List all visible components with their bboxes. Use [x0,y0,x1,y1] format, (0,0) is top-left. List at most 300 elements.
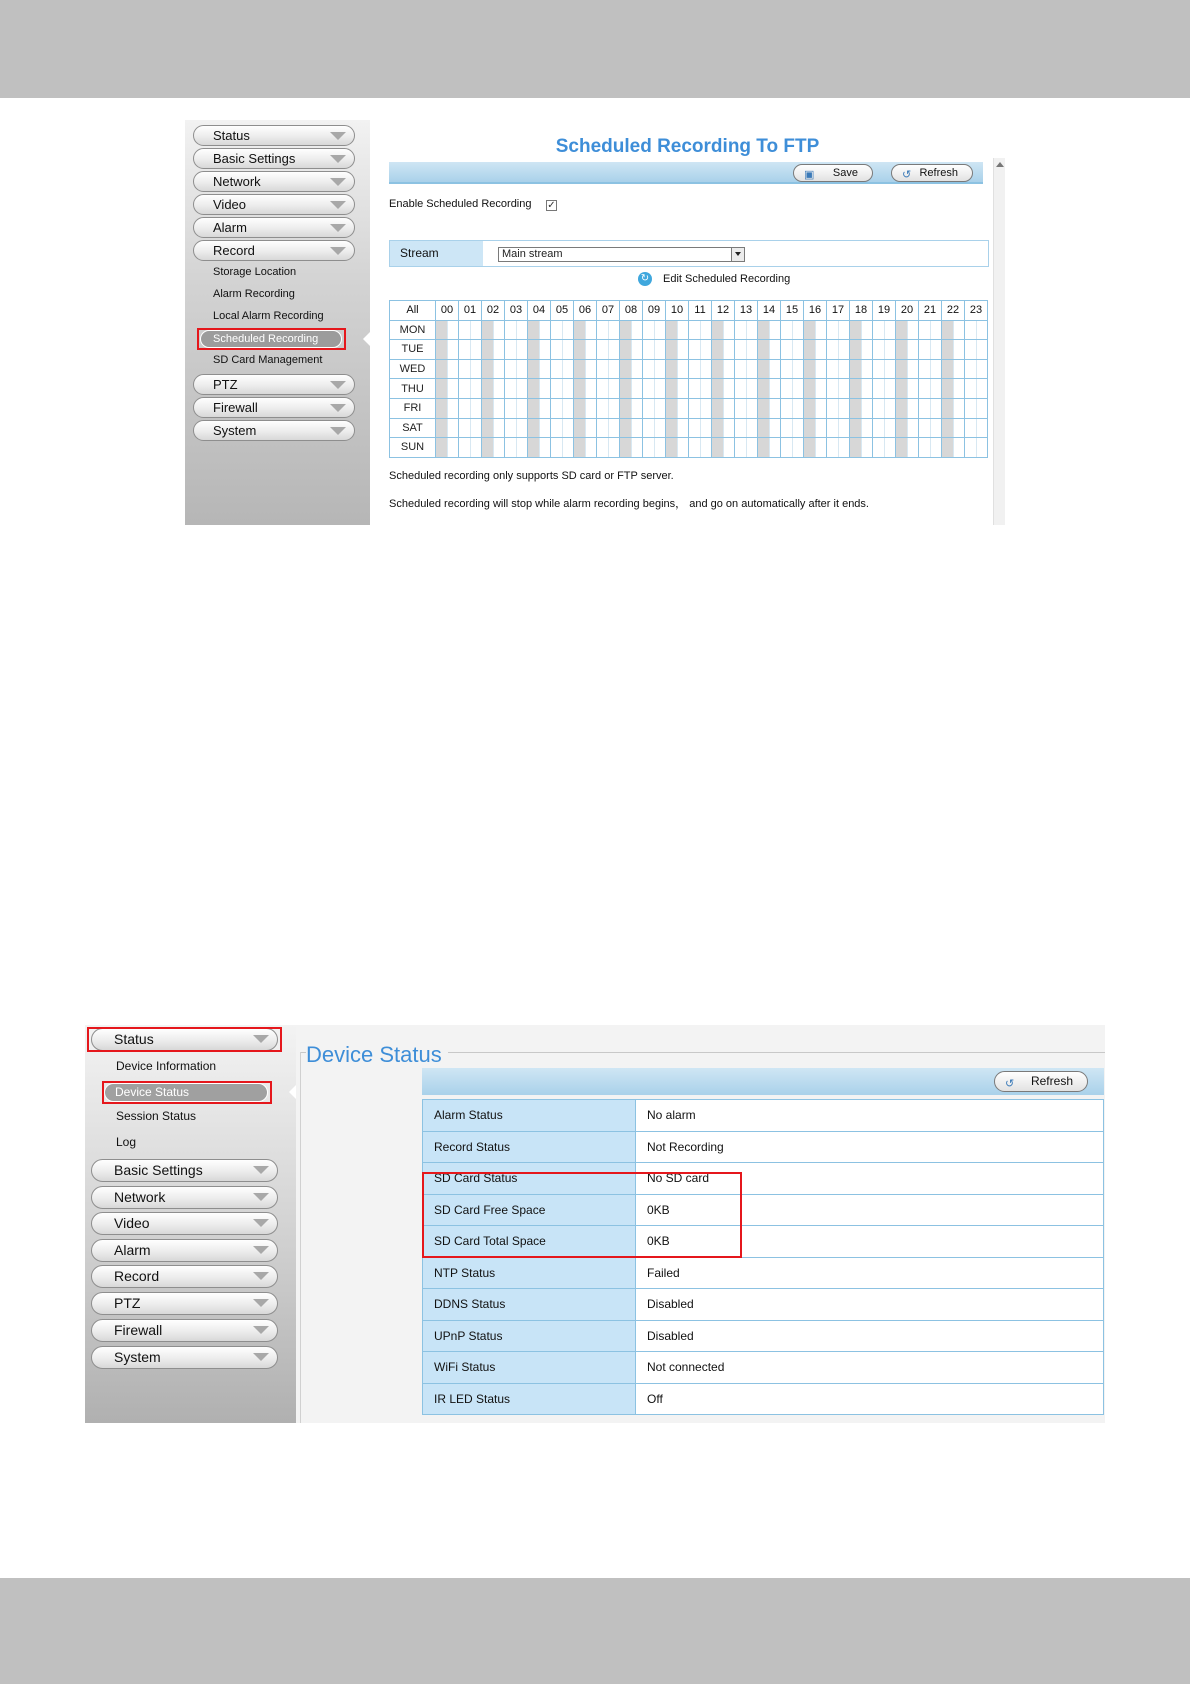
schedule-cell[interactable] [528,438,540,458]
schedule-cell[interactable] [827,418,839,438]
schedule-cell[interactable] [597,379,609,399]
schedule-cell[interactable] [861,320,873,340]
schedule-cell[interactable] [919,418,931,438]
menu-system[interactable] [193,420,355,441]
schedule-cell[interactable] [804,340,816,360]
schedule-cell[interactable] [436,359,448,379]
schedule-cell[interactable] [861,340,873,360]
schedule-cell[interactable] [942,418,954,438]
schedule-cell[interactable] [804,320,816,340]
menu-video[interactable] [193,194,355,215]
schedule-cell[interactable] [459,320,471,340]
schedule-cell[interactable] [884,438,896,458]
hour-header[interactable]: 20 [896,301,919,321]
schedule-cell[interactable] [539,379,551,399]
refresh-button[interactable] [891,164,973,182]
schedule-cell[interactable] [953,359,965,379]
schedule-cell[interactable] [758,320,770,340]
schedule-cell[interactable] [677,398,689,418]
schedule-cell[interactable] [873,418,885,438]
schedule-cell[interactable] [539,418,551,438]
hour-header[interactable]: 00 [436,301,459,321]
schedule-cell[interactable] [528,398,540,418]
schedule-cell[interactable] [436,438,448,458]
schedule-cell[interactable] [953,379,965,399]
schedule-cell[interactable] [539,359,551,379]
schedule-cell[interactable] [631,398,643,418]
schedule-cell[interactable] [781,438,793,458]
schedule-cell[interactable] [666,398,678,418]
schedule-cell[interactable] [769,340,781,360]
schedule-cell[interactable] [608,379,620,399]
schedule-cell[interactable] [896,438,908,458]
schedule-cell[interactable] [907,320,919,340]
schedule-cell[interactable] [930,359,942,379]
schedule-cell[interactable] [896,320,908,340]
schedule-cell[interactable] [482,418,494,438]
schedule-cell[interactable] [562,398,574,418]
schedule-cell[interactable] [643,438,655,458]
schedule-cell[interactable] [459,438,471,458]
schedule-cell[interactable] [884,340,896,360]
hour-header[interactable]: 16 [804,301,827,321]
schedule-cell[interactable] [712,418,724,438]
schedule-cell[interactable] [666,379,678,399]
schedule-cell[interactable] [838,438,850,458]
day-label[interactable]: FRI [390,398,436,418]
schedule-cell[interactable] [712,379,724,399]
day-label[interactable]: SAT [390,418,436,438]
schedule-cell[interactable] [838,418,850,438]
schedule-cell[interactable] [551,398,563,418]
schedule-cell[interactable] [838,359,850,379]
schedule-cell[interactable] [873,340,885,360]
schedule-cell[interactable] [447,320,459,340]
schedule-cell[interactable] [643,379,655,399]
hour-header[interactable]: 10 [666,301,689,321]
schedule-cell[interactable] [746,438,758,458]
schedule-cell[interactable] [608,398,620,418]
schedule-cell[interactable] [781,398,793,418]
schedule-cell[interactable] [516,340,528,360]
schedule-cell[interactable] [861,438,873,458]
schedule-cell[interactable] [976,340,988,360]
schedule-cell[interactable] [723,438,735,458]
hour-header[interactable]: 17 [827,301,850,321]
menu-firewall[interactable] [193,397,355,418]
submenu-sd-card-management[interactable]: SD Card Management [213,354,323,366]
schedule-cell[interactable] [758,359,770,379]
schedule-cell[interactable] [746,398,758,418]
schedule-cell[interactable] [942,320,954,340]
hour-header[interactable]: 07 [597,301,620,321]
schedule-cell[interactable] [482,438,494,458]
schedule-cell[interactable] [631,379,643,399]
schedule-cell[interactable] [574,418,586,438]
hour-header[interactable]: 18 [850,301,873,321]
select-all-button[interactable]: All [390,301,436,321]
schedule-cell[interactable] [976,379,988,399]
schedule-cell[interactable] [700,320,712,340]
schedule-cell[interactable] [470,398,482,418]
schedule-cell[interactable] [758,379,770,399]
hour-header[interactable]: 01 [459,301,482,321]
schedule-cell[interactable] [447,418,459,438]
submenu-device-status[interactable]: Device Status [104,1083,268,1102]
schedule-cell[interactable] [654,340,666,360]
schedule-cell[interactable] [597,320,609,340]
menu-basic-settings[interactable] [193,148,355,169]
schedule-cell[interactable] [884,418,896,438]
menu-status[interactable] [193,125,355,146]
schedule-cell[interactable] [574,340,586,360]
schedule-cell[interactable] [562,340,574,360]
schedule-cell[interactable] [574,359,586,379]
schedule-cell[interactable] [919,398,931,418]
schedule-cell[interactable] [447,340,459,360]
schedule-cell[interactable] [792,379,804,399]
schedule-cell[interactable] [574,398,586,418]
schedule-cell[interactable] [631,359,643,379]
schedule-cell[interactable] [516,359,528,379]
submenu-local-alarm-recording[interactable]: Local Alarm Recording [213,310,324,322]
schedule-cell[interactable] [608,340,620,360]
schedule-cell[interactable] [907,340,919,360]
menu-basic-settings[interactable] [91,1159,278,1182]
schedule-cell[interactable] [930,340,942,360]
day-label[interactable]: MON [390,320,436,340]
submenu-device-information[interactable]: Device Information [116,1059,217,1073]
schedule-cell[interactable] [631,320,643,340]
schedule-cell[interactable] [493,379,505,399]
schedule-cell[interactable] [620,418,632,438]
schedule-cell[interactable] [873,438,885,458]
schedule-cell[interactable] [907,418,919,438]
schedule-cell[interactable] [597,438,609,458]
schedule-cell[interactable] [620,320,632,340]
menu-record[interactable] [193,240,355,261]
schedule-cell[interactable] [827,379,839,399]
schedule-cell[interactable] [919,340,931,360]
schedule-cell[interactable] [620,359,632,379]
schedule-cell[interactable] [792,359,804,379]
schedule-cell[interactable] [827,340,839,360]
schedule-cell[interactable] [735,379,747,399]
schedule-cell[interactable] [516,320,528,340]
hour-header[interactable]: 08 [620,301,643,321]
schedule-cell[interactable] [976,320,988,340]
schedule-cell[interactable] [792,398,804,418]
schedule-cell[interactable] [850,359,862,379]
schedule-cell[interactable] [781,359,793,379]
schedule-cell[interactable] [493,438,505,458]
schedule-cell[interactable] [608,418,620,438]
schedule-cell[interactable] [585,438,597,458]
schedule-cell[interactable] [562,418,574,438]
schedule-cell[interactable] [689,418,701,438]
schedule-cell[interactable] [677,359,689,379]
hour-header[interactable]: 02 [482,301,505,321]
enable-scheduled-checkbox[interactable]: ✓ [547,200,556,211]
schedule-cell[interactable] [528,359,540,379]
schedule-cell[interactable] [861,418,873,438]
schedule-cell[interactable] [758,340,770,360]
schedule-cell[interactable] [654,438,666,458]
schedule-cell[interactable] [551,379,563,399]
schedule-cell[interactable] [654,418,666,438]
hour-header[interactable]: 13 [735,301,758,321]
schedule-cell[interactable] [758,398,770,418]
schedule-cell[interactable] [528,418,540,438]
schedule-cell[interactable] [666,359,678,379]
schedule-cell[interactable] [930,379,942,399]
schedule-cell[interactable] [838,340,850,360]
schedule-cell[interactable] [470,320,482,340]
schedule-cell[interactable] [700,340,712,360]
schedule-cell[interactable] [459,398,471,418]
schedule-cell[interactable] [700,379,712,399]
schedule-cell[interactable] [528,379,540,399]
schedule-cell[interactable] [712,359,724,379]
menu-ptz[interactable] [91,1292,278,1315]
schedule-cell[interactable] [953,340,965,360]
hour-header[interactable]: 03 [505,301,528,321]
schedule-cell[interactable] [505,379,517,399]
schedule-cell[interactable] [447,359,459,379]
schedule-cell[interactable] [861,359,873,379]
schedule-cell[interactable] [539,340,551,360]
schedule-cell[interactable] [677,320,689,340]
hour-header[interactable]: 22 [942,301,965,321]
schedule-cell[interactable] [666,418,678,438]
schedule-cell[interactable] [700,398,712,418]
schedule-cell[interactable] [965,379,977,399]
menu-alarm[interactable] [91,1239,278,1262]
schedule-cell[interactable] [539,320,551,340]
edit-schedule-icon[interactable]: ↻ [638,272,652,286]
schedule-cell[interactable] [884,359,896,379]
schedule-cell[interactable] [735,418,747,438]
schedule-cell[interactable] [493,340,505,360]
schedule-cell[interactable] [850,340,862,360]
schedule-cell[interactable] [850,379,862,399]
schedule-cell[interactable] [896,340,908,360]
schedule-cell[interactable] [654,379,666,399]
schedule-cell[interactable] [436,379,448,399]
schedule-cell[interactable] [436,340,448,360]
schedule-cell[interactable] [677,340,689,360]
hour-header[interactable]: 23 [965,301,988,321]
schedule-cell[interactable] [689,320,701,340]
menu-system[interactable] [91,1346,278,1369]
schedule-cell[interactable] [873,379,885,399]
schedule-cell[interactable] [735,438,747,458]
schedule-cell[interactable] [942,438,954,458]
hour-header[interactable]: 19 [873,301,896,321]
edit-scheduled-recording-link[interactable]: Edit Scheduled Recording [663,273,791,285]
schedule-cell[interactable] [700,418,712,438]
schedule-cell[interactable] [700,359,712,379]
schedule-cell[interactable] [597,418,609,438]
schedule-cell[interactable] [597,359,609,379]
schedule-cell[interactable] [482,340,494,360]
schedule-cell[interactable] [436,418,448,438]
schedule-cell[interactable] [746,418,758,438]
schedule-cell[interactable] [482,379,494,399]
schedule-cell[interactable] [505,359,517,379]
schedule-cell[interactable] [585,418,597,438]
schedule-cell[interactable] [792,418,804,438]
schedule-cell[interactable] [551,340,563,360]
schedule-cell[interactable] [896,418,908,438]
schedule-cell[interactable] [723,379,735,399]
menu-network[interactable] [91,1186,278,1209]
schedule-cell[interactable] [873,398,885,418]
schedule-cell[interactable] [861,379,873,399]
hour-header[interactable]: 05 [551,301,574,321]
schedule-cell[interactable] [746,379,758,399]
schedule-cell[interactable] [712,398,724,418]
schedule-cell[interactable] [930,320,942,340]
dropdown-arrow-icon[interactable] [731,248,744,261]
submenu-alarm-recording[interactable]: Alarm Recording [213,288,295,300]
schedule-cell[interactable] [976,418,988,438]
schedule-cell[interactable] [585,340,597,360]
schedule-cell[interactable] [643,359,655,379]
schedule-cell[interactable] [677,418,689,438]
schedule-cell[interactable] [654,320,666,340]
schedule-cell[interactable] [838,320,850,340]
schedule-cell[interactable] [815,418,827,438]
schedule-cell[interactable] [551,438,563,458]
schedule-cell[interactable] [436,398,448,418]
schedule-cell[interactable] [689,398,701,418]
schedule-cell[interactable] [850,418,862,438]
schedule-cell[interactable] [562,320,574,340]
schedule-cell[interactable] [735,320,747,340]
schedule-cell[interactable] [723,320,735,340]
schedule-cell[interactable] [953,438,965,458]
schedule-cell[interactable] [953,320,965,340]
day-label[interactable]: SUN [390,438,436,458]
hour-header[interactable]: 06 [574,301,597,321]
schedule-cell[interactable] [827,398,839,418]
schedule-cell[interactable] [850,398,862,418]
schedule-cell[interactable] [643,340,655,360]
schedule-cell[interactable] [758,438,770,458]
schedule-cell[interactable] [643,418,655,438]
schedule-cell[interactable] [643,320,655,340]
schedule-cell[interactable] [746,359,758,379]
schedule-cell[interactable] [551,359,563,379]
schedule-cell[interactable] [884,398,896,418]
hour-header[interactable]: 12 [712,301,735,321]
schedule-cell[interactable] [804,438,816,458]
schedule-cell[interactable] [815,398,827,418]
submenu-scheduled-recording[interactable]: Scheduled Recording [200,330,342,348]
schedule-cell[interactable] [907,379,919,399]
day-label[interactable]: THU [390,379,436,399]
schedule-cell[interactable] [608,359,620,379]
day-label[interactable]: TUE [390,340,436,360]
schedule-cell[interactable] [562,438,574,458]
schedule-cell[interactable] [723,340,735,360]
schedule-cell[interactable] [942,340,954,360]
schedule-cell[interactable] [482,320,494,340]
schedule-cell[interactable] [505,418,517,438]
schedule-cell[interactable] [815,438,827,458]
schedule-cell[interactable] [804,379,816,399]
refresh-button[interactable] [994,1071,1088,1092]
schedule-cell[interactable] [781,340,793,360]
schedule-cell[interactable] [746,340,758,360]
schedule-cell[interactable] [942,379,954,399]
schedule-cell[interactable] [930,438,942,458]
hour-header[interactable]: 15 [781,301,804,321]
schedule-cell[interactable] [827,359,839,379]
schedule-cell[interactable] [447,438,459,458]
schedule-cell[interactable] [631,418,643,438]
hour-header[interactable]: 21 [919,301,942,321]
schedule-cell[interactable] [884,320,896,340]
schedule-cell[interactable] [907,438,919,458]
schedule-cell[interactable] [574,438,586,458]
menu-record[interactable] [91,1265,278,1288]
schedule-cell[interactable] [470,418,482,438]
schedule-cell[interactable] [723,418,735,438]
schedule-cell[interactable] [919,320,931,340]
schedule-cell[interactable] [459,418,471,438]
schedule-cell[interactable] [505,340,517,360]
scroll-up-icon[interactable] [996,162,1004,167]
schedule-cell[interactable] [930,398,942,418]
schedule-cell[interactable] [551,418,563,438]
schedule-cell[interactable] [815,320,827,340]
schedule-cell[interactable] [861,398,873,418]
schedule-cell[interactable] [585,320,597,340]
schedule-cell[interactable] [919,359,931,379]
schedule-cell[interactable] [470,379,482,399]
schedule-cell[interactable] [758,418,770,438]
schedule-cell[interactable] [505,438,517,458]
hour-header[interactable]: 14 [758,301,781,321]
schedule-cell[interactable] [631,340,643,360]
schedule-cell[interactable] [436,320,448,340]
schedule-cell[interactable] [482,398,494,418]
schedule-cell[interactable] [643,398,655,418]
schedule-cell[interactable] [574,320,586,340]
schedule-cell[interactable] [482,359,494,379]
schedule-cell[interactable] [712,340,724,360]
schedule-cell[interactable] [620,398,632,418]
schedule-cell[interactable] [804,359,816,379]
schedule-cell[interactable] [470,438,482,458]
schedule-cell[interactable] [781,320,793,340]
schedule-cell[interactable] [516,418,528,438]
schedule-cell[interactable] [792,320,804,340]
schedule-cell[interactable] [539,398,551,418]
schedule-cell[interactable] [493,418,505,438]
schedule-cell[interactable] [804,418,816,438]
schedule-cell[interactable] [459,379,471,399]
schedule-cell[interactable] [965,398,977,418]
schedule-cell[interactable] [896,398,908,418]
schedule-cell[interactable] [896,379,908,399]
schedule-cell[interactable] [827,320,839,340]
schedule-cell[interactable] [689,340,701,360]
stream-select[interactable] [498,247,745,262]
schedule-cell[interactable] [631,438,643,458]
